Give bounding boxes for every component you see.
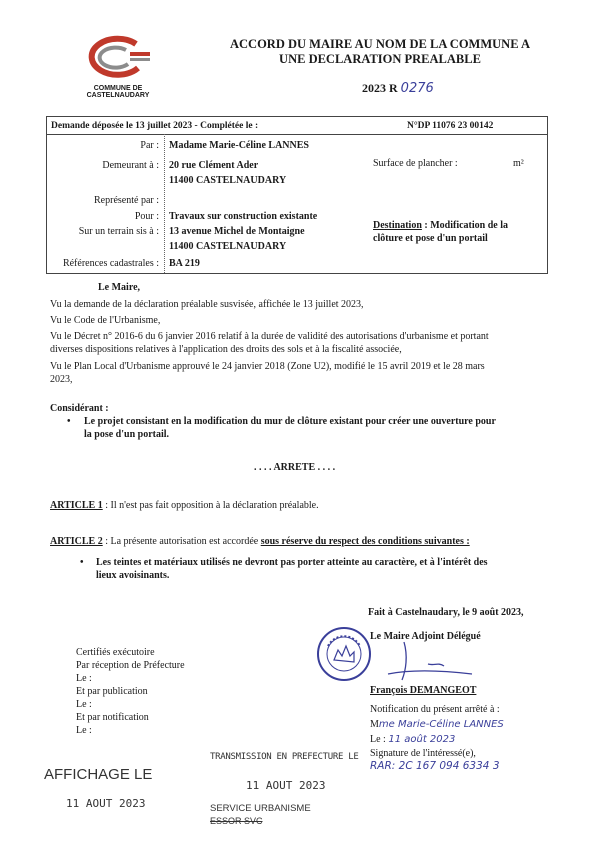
surface-label: Surface de plancher : [373, 158, 458, 169]
destination-label: Destination [373, 220, 422, 231]
le-maire: Le Maire, [98, 282, 141, 293]
article-1-text: : Il n'est pas fait opposition à la déclaration préalable. [102, 500, 319, 511]
vu-plu-2: 2023, [50, 374, 73, 385]
notif-line1: Notification du présent arrêté à : [370, 704, 500, 715]
condition-1b: lieux avoisinants. [96, 570, 170, 581]
article-1-label: ARTICLE 1 [50, 500, 103, 511]
vu-decret-2: diverses dispositions relatives à l'application des droits des sols et à la fiscalité associée, [50, 344, 402, 355]
certif-line7: Le : [76, 725, 92, 736]
official-seal [316, 626, 372, 682]
par-label: Par : [140, 140, 159, 151]
vu-demande: Vu la demande de la déclaration préalable susvisée, affichée le 13 juillet 2023, [50, 299, 364, 310]
doc-title-line2: UNE DECLARATION PREALABLE [279, 52, 481, 66]
demeurant-line1: 20 rue Clément Ader [169, 160, 259, 171]
cadastre-value: BA 219 [169, 258, 200, 269]
represente-label: Représenté par : [94, 195, 159, 206]
notif-rar-hand: RAR: 2C 167 094 6334 3 [370, 760, 500, 772]
vu-code: Vu le Code de l'Urbanisme, [50, 315, 161, 326]
article-2-conditions: sous réserve du respect des conditions suivantes : [260, 536, 470, 547]
par-value: Madame Marie-Céline LANNES [169, 140, 309, 151]
notif-date-prefix: Le : [370, 734, 386, 745]
destination [373, 219, 508, 232]
considerant-1a: Le projet consistant en la modification du mur de clôture existant pour créer une ouverture pour [84, 416, 496, 427]
notif-line4: Signature de l'intéressé(e), [370, 748, 476, 759]
seal-icon [316, 626, 372, 682]
condition-1a: Les teintes et matériaux utilisés ne devront pas porter atteinte au caractère, et à l'intérêt des [96, 557, 488, 568]
signature-icon [368, 640, 478, 684]
notif-date-hand: 11 août 2023 [388, 734, 456, 745]
demande-date: Demande déposée le 13 juillet 2023 - Complétée le : [51, 121, 259, 131]
pour-value: Travaux sur construction existante [169, 211, 318, 222]
doc-title-line1: ACCORD DU MAIRE AU NOM DE LA COMMUNE A [230, 37, 530, 51]
certif-line5: Le : [76, 699, 92, 710]
arrete-reference [362, 81, 434, 96]
bullet-icon: • [80, 557, 84, 568]
bullet-icon: • [67, 416, 71, 427]
request-info-box [46, 116, 548, 274]
service-stamp: SERVICE URBANISME [210, 803, 311, 814]
considerant-heading: Considérant : [50, 403, 109, 414]
reference-handwritten: 0276 [400, 81, 434, 96]
notif-recipient-hand: me Marie-Céline LANNES [378, 719, 504, 730]
destination-line2: clôture et pose d'un portail [373, 233, 488, 244]
notif-line3 [370, 733, 455, 746]
terrain-label: Sur un terrain sis à : [78, 226, 159, 237]
article-1 [50, 499, 319, 512]
notif-line2 [370, 718, 504, 731]
surface-unit: m² [513, 158, 524, 169]
considerant-1b: la pose d'un portail. [84, 429, 170, 440]
commune-logo-icon [78, 34, 158, 80]
article-2-text: : La présente autorisation est accordée [102, 536, 261, 547]
fait-a: Fait à Castelnaudary, le 9 août 2023, [368, 607, 524, 618]
notif-recipient-prefix: M [370, 719, 379, 730]
pour-label: Pour : [134, 211, 159, 222]
certif-line2: Par réception de Préfecture [76, 660, 185, 671]
cadastre-label: Références cadastrales : [62, 258, 159, 269]
commune-logo [78, 34, 158, 99]
demeurant-label: Demeurant à : [102, 160, 159, 171]
logo-line2: CASTELNAUDARY [86, 92, 150, 99]
request-box-header [47, 117, 547, 135]
certif-block [76, 646, 185, 737]
signataire-title: Le Maire Adjoint Délégué [370, 631, 481, 642]
doc-title [200, 37, 560, 67]
article-2-label: ARTICLE 2 [50, 536, 103, 547]
signataire-name: François DEMANGEOT [370, 685, 477, 696]
signature [368, 640, 478, 684]
transmission-stamp: TRANSMISSION EN PREFECTURE LE [210, 752, 359, 762]
certif-line3: Le : [76, 673, 92, 684]
affichage-date: 11 AOUT 2023 [66, 797, 146, 810]
destination-text: : Modification de la [421, 220, 509, 231]
service-stamp-line2: ESSOR SVC [210, 816, 263, 826]
vu-decret-1: Vu le Décret n° 2016-6 du 6 janvier 2016 relatif à la durée de validité des autorisations d'urbanisme et portant [50, 331, 489, 342]
article-2 [50, 535, 470, 548]
reference-prefix: 2023 R [362, 81, 398, 95]
demeurant-line2: 11400 CASTELNAUDARY [169, 175, 287, 186]
transmission-date: 11 AOUT 2023 [246, 779, 326, 792]
logo-line1: COMMUNE DE [93, 85, 143, 92]
box-divider [164, 134, 165, 273]
vu-plu-1: Vu le Plan Local d'Urbanisme approuvé le 24 janvier 2018 (Zone U2), modifié le 15 avril 2019 et le 28 mars [50, 361, 485, 372]
affichage-stamp: AFFICHAGE LE [44, 766, 153, 783]
certif-line6: Et par notification [76, 712, 149, 723]
dossier-number: N°DP 11076 23 00142 [407, 121, 494, 131]
terrain-line1: 13 avenue Michel de Montaigne [169, 226, 305, 237]
arrete-heading: . . . . ARRETE . . . . [254, 462, 336, 473]
certif-line4: Et par publication [76, 686, 148, 697]
terrain-line2: 11400 CASTELNAUDARY [169, 241, 287, 252]
certif-line1: Certifiés exécutoire [76, 647, 155, 658]
